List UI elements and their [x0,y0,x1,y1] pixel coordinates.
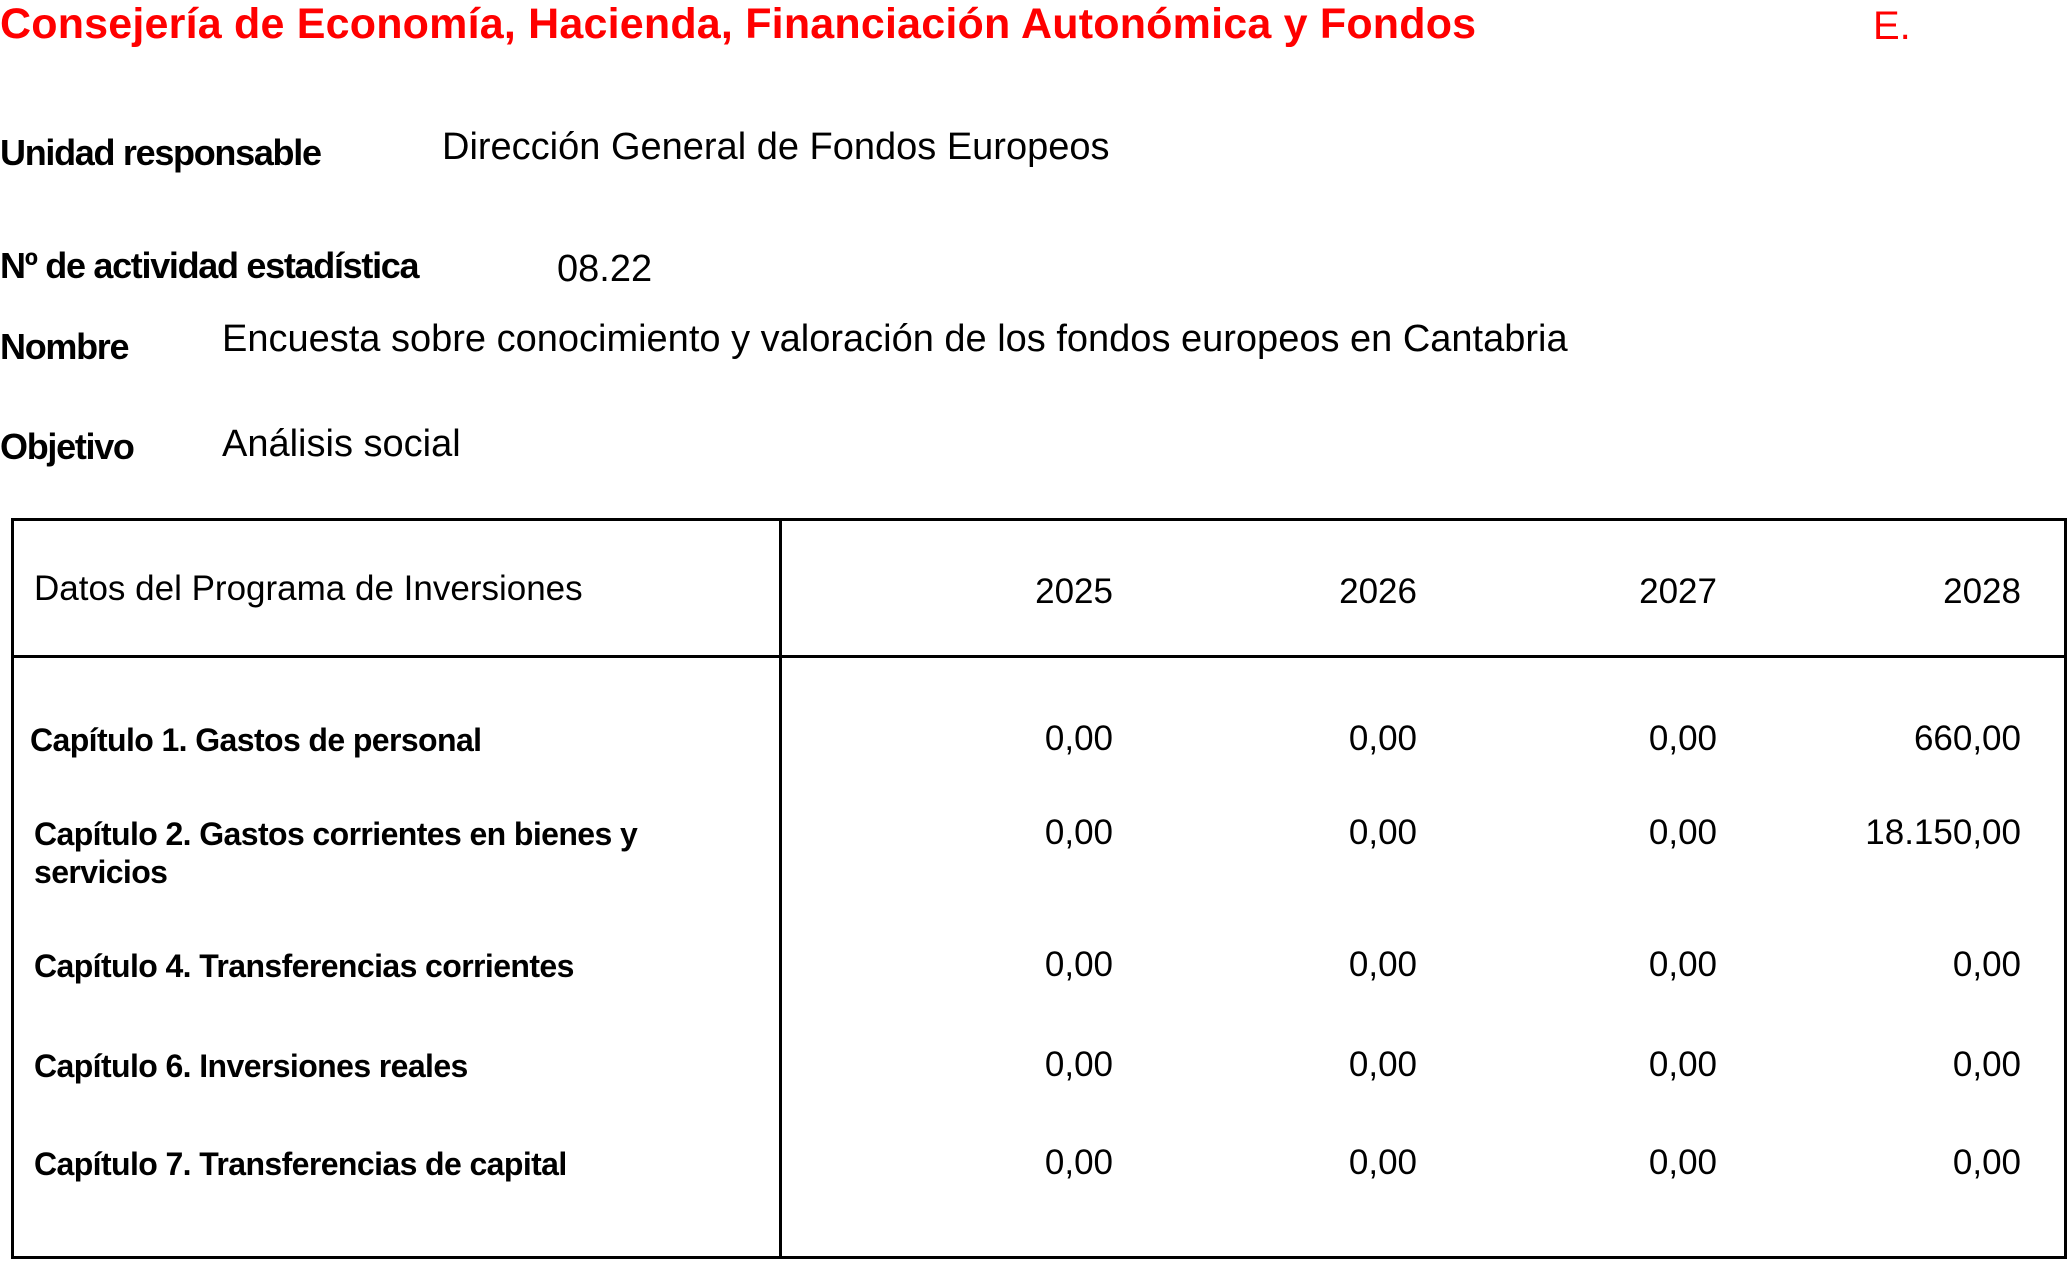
nombre-value: Encuesta sobre conocimiento y valoración de los fondos europeos en Cantabria [222,318,1568,360]
unidad-label: Unidad responsable [0,132,321,173]
numero-label: Nº de actividad estadística [0,245,419,286]
objetivo-label: Objetivo [0,426,134,467]
department-suffix: E. [1873,4,1911,48]
cell-value: 0,00 [1648,945,1717,984]
cell-value: 0,00 [1348,719,1417,758]
table-header-label: Datos del Programa de Inversiones [34,569,583,608]
cell-value: 0,00 [1044,945,1113,984]
cell-value: 660,00 [1913,719,2021,758]
row-label-capitulo-6: Capítulo 6. Inversiones reales [34,1048,468,1084]
cell-value: 0,00 [1348,1143,1417,1182]
row-label-capitulo-2-line2: servicios [34,854,168,890]
objetivo-value: Análisis social [222,423,461,465]
table-column-divider [779,518,782,1259]
cell-value: 0,00 [1952,1045,2021,1084]
year-2025: 2025 [1035,572,1113,611]
cell-value: 0,00 [1348,1045,1417,1084]
cell-value: 0,00 [1348,945,1417,984]
cell-value: 0,00 [1952,1143,2021,1182]
cell-value: 0,00 [1952,945,2021,984]
row-label-capitulo-7: Capítulo 7. Transferencias de capital [34,1146,567,1182]
cell-value: 0,00 [1044,719,1113,758]
cell-value: 0,00 [1348,813,1417,852]
unidad-value: Dirección General de Fondos Europeos [442,126,1110,168]
table-header-divider [11,655,2067,658]
row-label-capitulo-1: Capítulo 1. Gastos de personal [30,722,482,758]
cell-value: 0,00 [1044,1045,1113,1084]
cell-value: 0,00 [1648,719,1717,758]
row-label-capitulo-4: Capítulo 4. Transferencias corrientes [34,948,574,984]
cell-value: 0,00 [1044,813,1113,852]
year-2028: 2028 [1943,572,2021,611]
year-2026: 2026 [1339,572,1417,611]
cell-value: 0,00 [1648,813,1717,852]
cell-value: 0,00 [1648,1143,1717,1182]
numero-value: 08.22 [557,248,653,290]
cell-value: 18.150,00 [1865,813,2021,852]
nombre-label: Nombre [0,326,129,367]
year-2027: 2027 [1639,572,1717,611]
row-label-capitulo-2-line1: Capítulo 2. Gastos corrientes en bienes y [34,816,638,852]
cell-value: 0,00 [1648,1045,1717,1084]
department-title: Consejería de Economía, Hacienda, Financiación Autonómica y Fondos [0,0,1477,48]
cell-value: 0,00 [1044,1143,1113,1182]
